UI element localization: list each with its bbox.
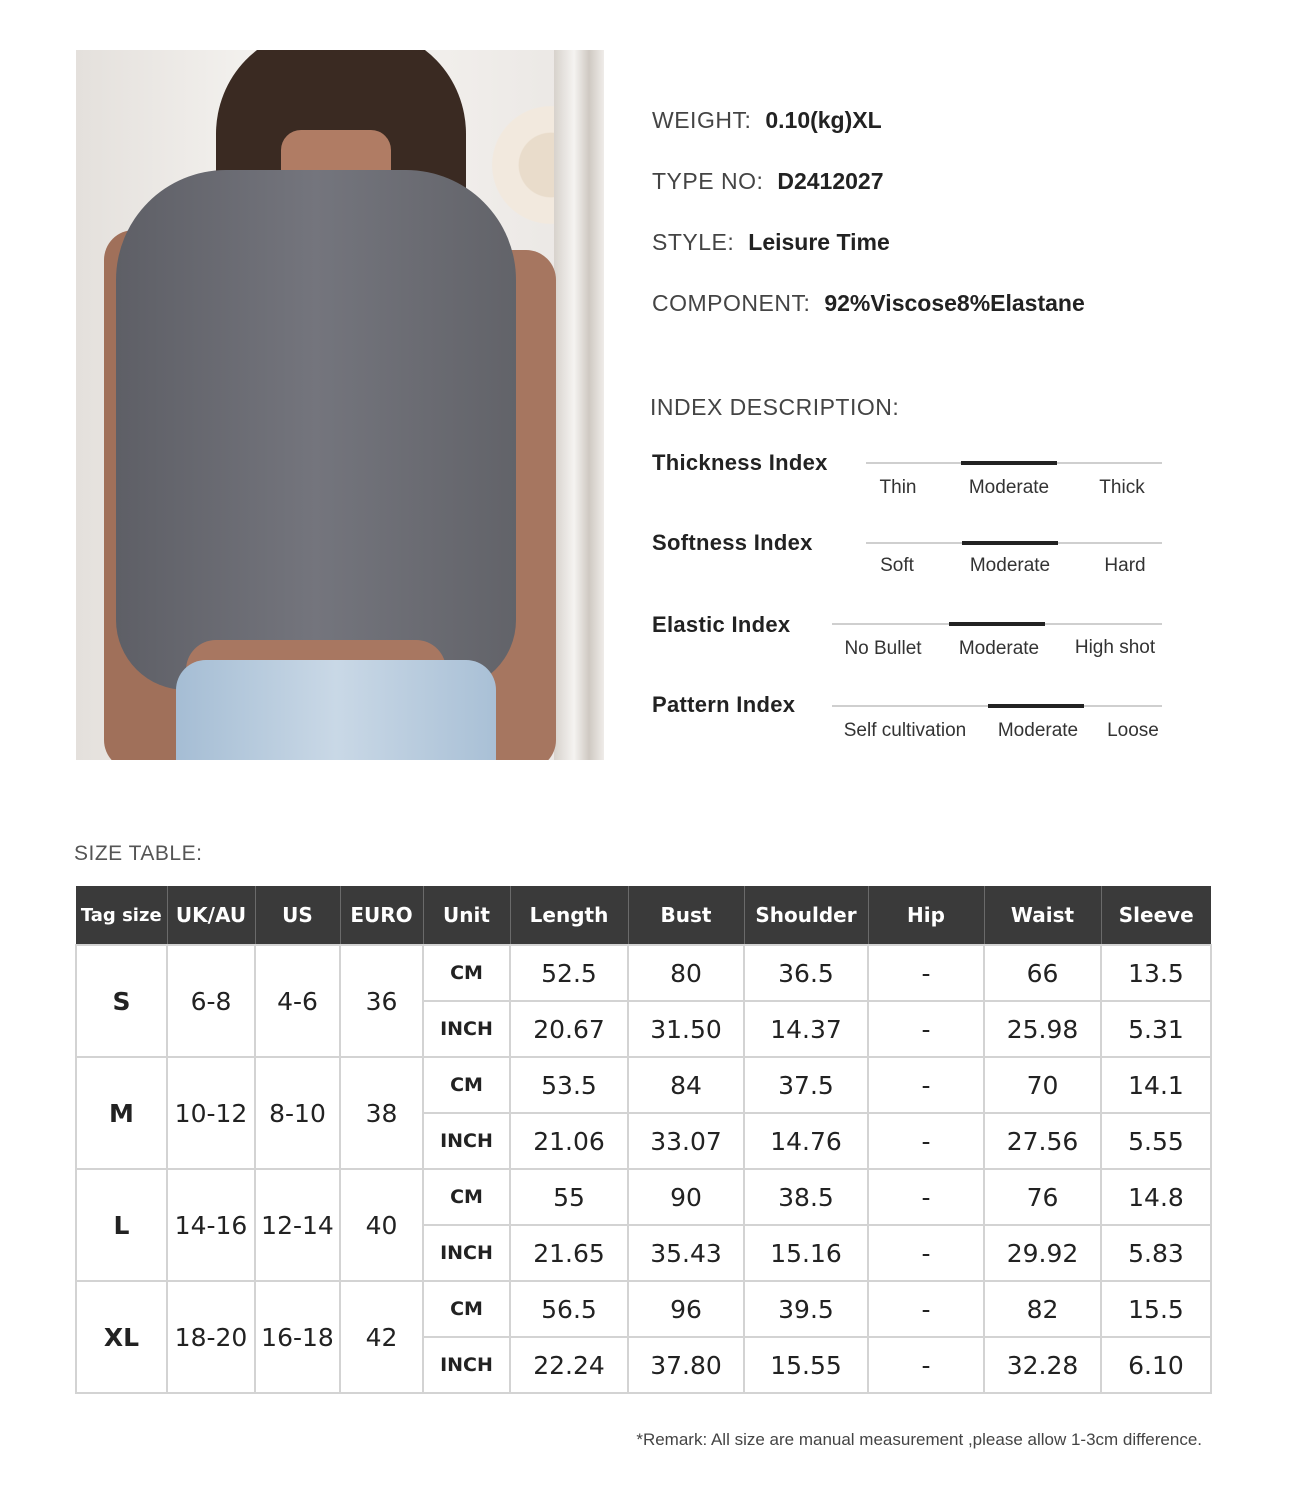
hip-cell: - [868,1169,984,1225]
waist-cell: 66 [984,945,1101,1001]
euro-cell: 36 [340,945,423,1057]
col-header: EURO [340,886,423,945]
col-header: UK/AU [167,886,255,945]
jeans-graphic [176,660,496,760]
col-header: Waist [984,886,1101,945]
unit-cell: INCH [423,1225,510,1281]
index-description-title: INDEX DESCRIPTION: [650,394,900,420]
hip-cell: - [868,1113,984,1169]
hip-cell: - [868,1225,984,1281]
softness-label-high: Hard [1104,555,1146,576]
uk-cell: 6-8 [167,945,255,1057]
shoulder-cell: 38.5 [744,1169,868,1225]
length-cell: 53.5 [510,1057,628,1113]
col-header: US [255,886,340,945]
sleeve-cell: 5.31 [1101,1001,1211,1057]
thickness-label-mid: Moderate [968,477,1050,498]
spec-type-value: D2412027 [777,168,884,194]
spec-weight [652,107,882,134]
sleeve-cell: 14.8 [1101,1169,1211,1225]
thickness-label-high: Thick [1099,477,1145,498]
pattern-index-marker [988,704,1084,708]
bust-cell: 37.80 [628,1337,744,1393]
waist-cell: 70 [984,1057,1101,1113]
spec-type [652,168,884,195]
shoulder-cell: 15.16 [744,1225,868,1281]
size-table-header [76,886,1211,945]
shoulder-cell: 37.5 [744,1057,868,1113]
bust-cell: 96 [628,1281,744,1337]
bust-cell: 84 [628,1057,744,1113]
col-header: Sleeve [1101,886,1211,945]
softness-index-name: Softness Index [652,530,813,555]
elastic-index-marker [949,622,1045,626]
bust-cell: 35.43 [628,1225,744,1281]
spec-weight-label: WEIGHT: [652,107,752,133]
col-header: Tag size [76,886,167,945]
unit-cell: CM [423,1281,510,1337]
product-photo [76,50,604,760]
hip-cell: - [868,945,984,1001]
spec-style [652,229,890,256]
remark-note: *Remark: All size are manual measurement ,please allow 1-3cm difference. [636,1430,1202,1449]
sleeve-cell: 5.55 [1101,1113,1211,1169]
sleeve-cell: 6.10 [1101,1337,1211,1393]
hip-cell: - [868,1057,984,1113]
euro-cell: 38 [340,1057,423,1169]
unit-cell: CM [423,1169,510,1225]
size-table [75,886,1212,1394]
sleeve-cell: 15.5 [1101,1281,1211,1337]
hip-cell: - [868,1001,984,1057]
length-cell: 22.24 [510,1337,628,1393]
elastic-index-name: Elastic Index [652,612,791,637]
us-cell: 12-14 [255,1169,340,1281]
spec-component [652,290,1085,317]
length-cell: 21.06 [510,1113,628,1169]
table-row [76,1281,1211,1337]
col-header: Unit [423,886,510,945]
waist-cell: 82 [984,1281,1101,1337]
waist-cell: 29.92 [984,1225,1101,1281]
unit-cell: INCH [423,1337,510,1393]
thickness-label-low: Thin [879,477,917,498]
us-cell: 4-6 [255,945,340,1057]
elastic-label-high: High shot [1074,637,1156,658]
spec-style-label: STYLE: [652,229,735,255]
sleeve-cell: 5.83 [1101,1225,1211,1281]
elastic-label-mid: Moderate [958,638,1040,659]
unit-cell: INCH [423,1113,510,1169]
length-cell: 52.5 [510,945,628,1001]
softness-label-mid: Moderate [969,555,1051,576]
spec-component-label: COMPONENT: [652,290,811,316]
softness-label-low: Soft [880,555,914,576]
col-header: Bust [628,886,744,945]
tshirt-graphic [116,170,516,690]
waist-cell: 76 [984,1169,1101,1225]
length-cell: 20.67 [510,1001,628,1057]
waist-cell: 25.98 [984,1001,1101,1057]
bust-cell: 33.07 [628,1113,744,1169]
uk-cell: 18-20 [167,1281,255,1393]
us-cell: 16-18 [255,1281,340,1393]
table-row [76,1169,1211,1225]
table-row [76,945,1211,1001]
table-row [76,1057,1211,1113]
shoulder-cell: 36.5 [744,945,868,1001]
pattern-label-high: Loose [1107,720,1159,741]
pattern-index-name: Pattern Index [652,692,796,717]
unit-cell: CM [423,1057,510,1113]
waist-cell: 27.56 [984,1113,1101,1169]
size-cell: S [76,945,167,1057]
length-cell: 55 [510,1169,628,1225]
euro-cell: 40 [340,1169,423,1281]
uk-cell: 10-12 [167,1057,255,1169]
spec-style-value: Leisure Time [748,229,890,255]
hip-cell: - [868,1337,984,1393]
shoulder-cell: 14.37 [744,1001,868,1057]
sleeve-cell: 14.1 [1101,1057,1211,1113]
pattern-label-low: Self cultivation [843,720,967,741]
waist-cell: 32.28 [984,1337,1101,1393]
size-cell: M [76,1057,167,1169]
unit-cell: INCH [423,1001,510,1057]
col-header: Hip [868,886,984,945]
softness-index-marker [962,541,1058,545]
elastic-label-low: No Bullet [844,638,922,659]
us-cell: 8-10 [255,1057,340,1169]
length-cell: 21.65 [510,1225,628,1281]
size-cell: L [76,1169,167,1281]
thickness-index-name: Thickness Index [652,450,828,475]
uk-cell: 14-16 [167,1169,255,1281]
col-header: Length [510,886,628,945]
pattern-label-mid: Moderate [997,720,1079,741]
col-header: Shoulder [744,886,868,945]
unit-cell: CM [423,945,510,1001]
thickness-index-marker [961,461,1057,465]
shoulder-cell: 14.76 [744,1113,868,1169]
spec-component-value: 92%Viscose8%Elastane [824,290,1085,316]
sleeve-cell: 13.5 [1101,945,1211,1001]
bust-cell: 80 [628,945,744,1001]
shoulder-cell: 15.55 [744,1337,868,1393]
spec-weight-value: 0.10(kg)XL [765,107,882,133]
euro-cell: 42 [340,1281,423,1393]
shoulder-cell: 39.5 [744,1281,868,1337]
length-cell: 56.5 [510,1281,628,1337]
bust-cell: 90 [628,1169,744,1225]
size-cell: XL [76,1281,167,1393]
size-table-title: SIZE TABLE: [74,842,203,865]
spec-type-label: TYPE NO: [652,168,764,194]
hip-cell: - [868,1281,984,1337]
bust-cell: 31.50 [628,1001,744,1057]
